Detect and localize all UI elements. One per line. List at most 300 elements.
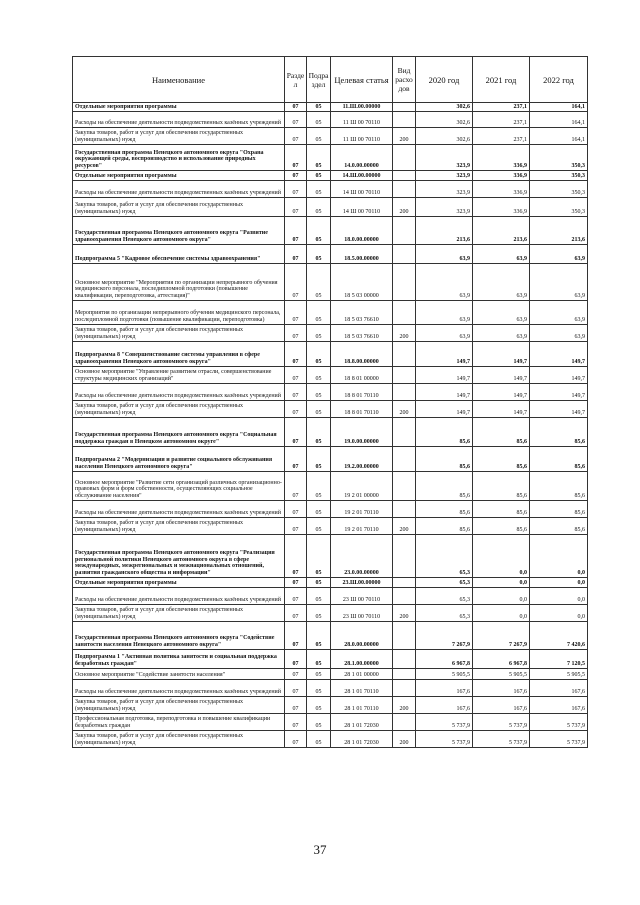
table-row [73, 588, 588, 605]
table-row [73, 128, 588, 145]
row-expense-type [393, 535, 416, 578]
row-target-article: 14.0.00.00000 [331, 145, 393, 171]
row-target-article: 28 1 01 72030 [331, 731, 393, 748]
row-value-2022: 85,6 [530, 501, 588, 518]
row-value-2021: 0,0 [473, 588, 530, 605]
row-value-2020: 85,6 [416, 447, 473, 472]
row-expense-type [393, 650, 416, 669]
row-name: Закупка товаров, работ и услуг для обеспечения государственных (муниципальных) нужд [73, 198, 285, 217]
budget-table [72, 56, 588, 748]
header-section: Разде л [285, 57, 307, 103]
table-row [73, 217, 588, 245]
row-section: 07 [285, 301, 307, 325]
row-value-2022: 149,7 [530, 401, 588, 418]
row-value-2020: 213,6 [416, 217, 473, 245]
row-target-article: 28.0.00.00000 [331, 622, 393, 650]
table-row [73, 447, 588, 472]
row-value-2022: 164,1 [530, 103, 588, 112]
row-value-2020: 85,6 [416, 472, 473, 501]
row-subsection: 05 [307, 181, 331, 198]
row-expense-type: 200 [393, 128, 416, 145]
row-section: 07 [285, 171, 307, 181]
row-name: Основное мероприятие "Развитие сети организаций различных организационно-правовых форм и форм собственности, осуществляющих социальное обслуживание населения" [73, 472, 285, 501]
row-expense-type [393, 103, 416, 112]
row-name: Государственная программа Ненецкого автономного округа "Реализация региональной политики Ненецкого автономного округа в сфере международных, межрегиональных и межнациональных отношений, развития гражданского общества и информации" [73, 535, 285, 578]
row-subsection: 05 [307, 447, 331, 472]
row-expense-type: 200 [393, 697, 416, 714]
table-row [73, 472, 588, 501]
row-value-2020: 63,9 [416, 325, 473, 342]
row-value-2022: 167,6 [530, 680, 588, 697]
row-expense-type [393, 472, 416, 501]
row-value-2022: 85,6 [530, 472, 588, 501]
row-value-2021: 213,6 [473, 217, 530, 245]
row-section: 07 [285, 731, 307, 748]
table-row [73, 697, 588, 714]
row-value-2021: 336,9 [473, 171, 530, 181]
row-target-article: 11.Ш.00.00000 [331, 103, 393, 112]
row-expense-type: 200 [393, 325, 416, 342]
row-section: 07 [285, 145, 307, 171]
table-header [73, 57, 588, 103]
row-target-article: 28.1.00.00000 [331, 650, 393, 669]
row-value-2021: 85,6 [473, 501, 530, 518]
row-value-2022: 350,3 [530, 198, 588, 217]
row-value-2022: 63,9 [530, 245, 588, 264]
table-row [73, 605, 588, 622]
row-value-2021: 85,6 [473, 472, 530, 501]
row-subsection: 05 [307, 264, 331, 301]
row-section: 07 [285, 112, 307, 128]
row-section: 07 [285, 578, 307, 588]
row-name: Основное мероприятие "Управление развитием отрасли, совершенствование структуры медицинских организаций" [73, 367, 285, 384]
row-name: Расходы на обеспечение деятельности подведомственных казённых учреждений [73, 112, 285, 128]
row-expense-type [393, 418, 416, 447]
row-subsection: 05 [307, 501, 331, 518]
row-subsection: 05 [307, 680, 331, 697]
row-value-2020: 167,6 [416, 680, 473, 697]
row-target-article: 14 Ш 00 70110 [331, 198, 393, 217]
row-target-article: 18.5.00.00000 [331, 245, 393, 264]
row-section: 07 [285, 650, 307, 669]
row-section: 07 [285, 181, 307, 198]
row-section: 07 [285, 447, 307, 472]
row-target-article: 19.0.00.00000 [331, 418, 393, 447]
row-value-2020: 323,9 [416, 181, 473, 198]
table-row [73, 384, 588, 401]
row-subsection: 05 [307, 622, 331, 650]
row-value-2020: 323,9 [416, 145, 473, 171]
row-value-2022: 63,9 [530, 325, 588, 342]
row-value-2021: 5 905,5 [473, 669, 530, 680]
header-expense-type: Вид расхо дов [393, 57, 416, 103]
row-expense-type: 200 [393, 605, 416, 622]
row-expense-type [393, 245, 416, 264]
row-expense-type [393, 622, 416, 650]
row-subsection: 05 [307, 714, 331, 731]
row-value-2021: 0,0 [473, 578, 530, 588]
row-value-2021: 149,7 [473, 367, 530, 384]
row-section: 07 [285, 472, 307, 501]
row-section: 07 [285, 588, 307, 605]
row-section: 07 [285, 518, 307, 535]
table-row [73, 198, 588, 217]
row-section: 07 [285, 198, 307, 217]
row-expense-type [393, 588, 416, 605]
row-value-2020: 85,6 [416, 418, 473, 447]
row-subsection: 05 [307, 669, 331, 680]
row-name: Расходы на обеспечение деятельности подведомственных казённых учреждений [73, 384, 285, 401]
header-year-2022: 2022 год [530, 57, 588, 103]
table-row [73, 578, 588, 588]
row-value-2022: 7 420,6 [530, 622, 588, 650]
row-value-2020: 149,7 [416, 342, 473, 367]
row-section: 07 [285, 714, 307, 731]
table-row [73, 731, 588, 748]
row-subsection: 05 [307, 418, 331, 447]
row-section: 07 [285, 697, 307, 714]
row-value-2020: 5 737,9 [416, 731, 473, 748]
row-name: Подпрограмма 1 "Активная политика занятости и социальная поддержка безработных граждан" [73, 650, 285, 669]
row-name: Подпрограмма 5 "Кадровое обеспечение системы здравоохранения" [73, 245, 285, 264]
row-value-2022: 63,9 [530, 264, 588, 301]
row-section: 07 [285, 264, 307, 301]
row-name: Отдельные мероприятия программы [73, 578, 285, 588]
row-expense-type [393, 367, 416, 384]
row-value-2020: 63,9 [416, 264, 473, 301]
row-expense-type [393, 145, 416, 171]
row-target-article: 18 8 01 00000 [331, 367, 393, 384]
row-value-2020: 65,3 [416, 605, 473, 622]
row-value-2020: 65,3 [416, 588, 473, 605]
header-year-2020: 2020 год [416, 57, 473, 103]
row-section: 07 [285, 622, 307, 650]
row-target-article: 28 1 01 72030 [331, 714, 393, 731]
row-target-article: 11 Ш 00 70110 [331, 112, 393, 128]
row-name: Основное мероприятие "Содействие занятости населения" [73, 669, 285, 680]
row-subsection: 05 [307, 367, 331, 384]
header-subsection: Подра здел [307, 57, 331, 103]
row-value-2021: 149,7 [473, 384, 530, 401]
row-value-2022: 149,7 [530, 367, 588, 384]
row-value-2022: 0,0 [530, 605, 588, 622]
row-value-2021: 336,9 [473, 198, 530, 217]
row-value-2020: 149,7 [416, 367, 473, 384]
row-value-2022: 0,0 [530, 535, 588, 578]
row-name: Закупка товаров, работ и услуг для обеспечения государственных (муниципальных) нужд [73, 401, 285, 418]
row-name: Профессиональная подготовка, переподготовка и повышение квалификации безработных граждан [73, 714, 285, 731]
row-value-2021: 85,6 [473, 418, 530, 447]
row-value-2021: 237,1 [473, 112, 530, 128]
row-subsection: 05 [307, 518, 331, 535]
row-value-2021: 149,7 [473, 342, 530, 367]
row-subsection: 05 [307, 697, 331, 714]
row-expense-type [393, 714, 416, 731]
row-value-2020: 63,9 [416, 301, 473, 325]
row-value-2020: 63,9 [416, 245, 473, 264]
row-target-article: 19.2.00.00000 [331, 447, 393, 472]
row-name: Государственная программа Ненецкого автономного округа "Содействие занятости населения Ненецкого автономного округа" [73, 622, 285, 650]
row-name: Расходы на обеспечение деятельности подведомственных казённых учреждений [73, 181, 285, 198]
table-row [73, 650, 588, 669]
table-row [73, 501, 588, 518]
row-name: Расходы на обеспечение деятельности подведомственных казённых учреждений [73, 680, 285, 697]
row-expense-type [393, 384, 416, 401]
row-expense-type [393, 680, 416, 697]
row-target-article: 23.Ш.00.00000 [331, 578, 393, 588]
row-value-2021: 237,1 [473, 103, 530, 112]
row-target-article: 23.0.00.00000 [331, 535, 393, 578]
table-row [73, 245, 588, 264]
row-section: 07 [285, 501, 307, 518]
row-value-2020: 323,9 [416, 171, 473, 181]
row-value-2021: 6 967,8 [473, 650, 530, 669]
row-value-2022: 5 905,5 [530, 669, 588, 680]
row-value-2021: 63,9 [473, 264, 530, 301]
row-value-2020: 5 737,9 [416, 714, 473, 731]
row-value-2020: 302,6 [416, 103, 473, 112]
row-section: 07 [285, 367, 307, 384]
row-value-2021: 5 737,9 [473, 714, 530, 731]
row-subsection: 05 [307, 605, 331, 622]
row-subsection: 05 [307, 535, 331, 578]
row-value-2021: 85,6 [473, 447, 530, 472]
row-section: 07 [285, 680, 307, 697]
row-subsection: 05 [307, 325, 331, 342]
row-value-2022: 85,6 [530, 418, 588, 447]
row-name: Отдельные мероприятия программы [73, 171, 285, 181]
row-subsection: 05 [307, 578, 331, 588]
row-expense-type [393, 171, 416, 181]
row-value-2021: 5 737,9 [473, 731, 530, 748]
row-section: 07 [285, 342, 307, 367]
row-value-2022: 350,3 [530, 181, 588, 198]
table-row [73, 669, 588, 680]
header-name: Наименование [73, 57, 285, 103]
row-name: Закупка товаров, работ и услуг для обеспечения государственных (муниципальных) нужд [73, 325, 285, 342]
row-name: Отдельные мероприятия программы [73, 103, 285, 112]
row-expense-type [393, 264, 416, 301]
row-value-2022: 149,7 [530, 384, 588, 401]
table-row [73, 342, 588, 367]
row-subsection: 05 [307, 112, 331, 128]
row-value-2021: 336,9 [473, 145, 530, 171]
row-name: Закупка товаров, работ и услуг для обеспечения государственных (муниципальных) нужд [73, 697, 285, 714]
row-name: Закупка товаров, работ и услуг для обеспечения государственных (муниципальных) нужд [73, 518, 285, 535]
table-row [73, 181, 588, 198]
row-subsection: 05 [307, 217, 331, 245]
row-target-article: 14 Ш 00 70110 [331, 181, 393, 198]
table-row [73, 112, 588, 128]
row-value-2021: 63,9 [473, 301, 530, 325]
row-target-article: 23 Ш 00 70110 [331, 605, 393, 622]
row-name: Расходы на обеспечение деятельности подведомственных казённых учреждений [73, 501, 285, 518]
row-target-article: 18 5 03 76610 [331, 301, 393, 325]
row-expense-type [393, 301, 416, 325]
row-subsection: 05 [307, 145, 331, 171]
row-expense-type: 200 [393, 731, 416, 748]
row-value-2020: 65,3 [416, 535, 473, 578]
table-row [73, 418, 588, 447]
row-value-2021: 336,9 [473, 181, 530, 198]
row-name: Основное мероприятие "Мероприятия по организации непрерывного обучения медицинского персонала, последипломной подготовки (повышение квалификации, переподготовка, аттестация)" [73, 264, 285, 301]
row-target-article: 18 8 01 70110 [331, 401, 393, 418]
row-target-article: 14.Ш.00.00000 [331, 171, 393, 181]
table-row [73, 518, 588, 535]
table-row [73, 103, 588, 112]
table-body [73, 103, 588, 748]
row-target-article: 18.8.00.00000 [331, 342, 393, 367]
row-value-2022: 85,6 [530, 518, 588, 535]
row-section: 07 [285, 245, 307, 264]
row-value-2020: 149,7 [416, 384, 473, 401]
row-name: Государственная программа Ненецкого автономного округа "Социальная поддержка граждан в Ненецком автономном округе" [73, 418, 285, 447]
row-value-2022: 350,3 [530, 171, 588, 181]
row-value-2020: 7 267,9 [416, 622, 473, 650]
row-subsection: 05 [307, 342, 331, 367]
row-value-2021: 85,6 [473, 518, 530, 535]
row-section: 07 [285, 128, 307, 145]
row-value-2020: 85,6 [416, 518, 473, 535]
row-value-2022: 63,9 [530, 301, 588, 325]
row-subsection: 05 [307, 588, 331, 605]
table-row [73, 680, 588, 697]
row-section: 07 [285, 418, 307, 447]
row-value-2022: 213,6 [530, 217, 588, 245]
row-value-2022: 149,7 [530, 342, 588, 367]
row-name: Государственная программа Ненецкого автономного округа "Развитие здравоохранения Ненецкого автономного округа" [73, 217, 285, 245]
row-target-article: 28 1 01 70110 [331, 697, 393, 714]
row-value-2022: 164,1 [530, 112, 588, 128]
row-value-2021: 63,9 [473, 325, 530, 342]
row-value-2022: 164,1 [530, 128, 588, 145]
table-row [73, 535, 588, 578]
row-expense-type [393, 181, 416, 198]
row-target-article: 18 8 01 70110 [331, 384, 393, 401]
row-value-2022: 5 737,9 [530, 731, 588, 748]
row-value-2020: 302,6 [416, 112, 473, 128]
row-expense-type: 200 [393, 401, 416, 418]
row-target-article: 19 2 01 00000 [331, 472, 393, 501]
table-row [73, 264, 588, 301]
table-row [73, 325, 588, 342]
row-subsection: 05 [307, 171, 331, 181]
row-expense-type [393, 501, 416, 518]
row-value-2021: 149,7 [473, 401, 530, 418]
row-target-article: 28 1 01 70110 [331, 680, 393, 697]
row-target-article: 19 2 01 70110 [331, 518, 393, 535]
row-target-article: 23 Ш 00 70110 [331, 588, 393, 605]
table-row [73, 401, 588, 418]
row-section: 07 [285, 217, 307, 245]
row-expense-type: 200 [393, 518, 416, 535]
row-value-2020: 149,7 [416, 401, 473, 418]
row-target-article: 18 5 03 76610 [331, 325, 393, 342]
row-value-2021: 167,6 [473, 680, 530, 697]
header-year-2021: 2021 год [473, 57, 530, 103]
row-value-2020: 65,3 [416, 578, 473, 588]
row-subsection: 05 [307, 103, 331, 112]
row-subsection: 05 [307, 301, 331, 325]
row-expense-type [393, 342, 416, 367]
row-subsection: 05 [307, 650, 331, 669]
row-target-article: 11 Ш 00 70110 [331, 128, 393, 145]
table-row [73, 301, 588, 325]
row-value-2022: 7 120,5 [530, 650, 588, 669]
row-value-2022: 167,6 [530, 697, 588, 714]
row-name: Закупка товаров, работ и услуг для обеспечения государственных (муниципальных) нужд [73, 128, 285, 145]
row-value-2021: 63,9 [473, 245, 530, 264]
row-section: 07 [285, 535, 307, 578]
row-value-2022: 0,0 [530, 578, 588, 588]
row-expense-type [393, 669, 416, 680]
row-name: Закупка товаров, работ и услуг для обеспечения государственных (муниципальных) нужд [73, 605, 285, 622]
row-section: 07 [285, 401, 307, 418]
row-name: Мероприятия по организации непрерывного обучения медицинского персонала, последипломной подготовки (повышение квалификации, переподготовка) [73, 301, 285, 325]
row-subsection: 05 [307, 198, 331, 217]
row-value-2020: 6 967,8 [416, 650, 473, 669]
header-target-article: Целевая статья [331, 57, 393, 103]
row-subsection: 05 [307, 401, 331, 418]
row-expense-type [393, 217, 416, 245]
row-subsection: 05 [307, 472, 331, 501]
table-row [73, 622, 588, 650]
row-value-2020: 323,9 [416, 198, 473, 217]
row-value-2022: 350,3 [530, 145, 588, 171]
row-name: Государственная программа Ненецкого автономного округа "Охрана окружающей среды, воспроизводство и использование природных ресурсов" [73, 145, 285, 171]
row-target-article: 18.0.00.00000 [331, 217, 393, 245]
row-subsection: 05 [307, 245, 331, 264]
row-section: 07 [285, 103, 307, 112]
row-value-2022: 85,6 [530, 447, 588, 472]
row-value-2021: 0,0 [473, 605, 530, 622]
row-expense-type [393, 447, 416, 472]
budget-table-container [72, 56, 587, 748]
table-row [73, 171, 588, 181]
table-row [73, 714, 588, 731]
row-subsection: 05 [307, 128, 331, 145]
row-subsection: 05 [307, 731, 331, 748]
row-subsection: 05 [307, 384, 331, 401]
row-target-article: 28 1 01 00000 [331, 669, 393, 680]
row-name: Подпрограмма 2 "Модернизация и развитие социального обслуживания населения Ненецкого автономного округа" [73, 447, 285, 472]
row-expense-type [393, 578, 416, 588]
row-name: Закупка товаров, работ и услуг для обеспечения государственных (муниципальных) нужд [73, 731, 285, 748]
row-value-2021: 7 267,9 [473, 622, 530, 650]
page-number: 37 [313, 842, 327, 857]
row-value-2021: 237,1 [473, 128, 530, 145]
row-section: 07 [285, 325, 307, 342]
row-expense-type: 200 [393, 198, 416, 217]
row-target-article: 19 2 01 70110 [331, 501, 393, 518]
row-section: 07 [285, 384, 307, 401]
row-section: 07 [285, 605, 307, 622]
table-row [73, 367, 588, 384]
row-target-article: 18 5 03 00000 [331, 264, 393, 301]
row-value-2021: 167,6 [473, 697, 530, 714]
row-section: 07 [285, 669, 307, 680]
row-value-2020: 85,6 [416, 501, 473, 518]
row-name: Подпрограмма 8 "Совершенствование системы управления в сфере здравоохранения Ненецкого автономного округа" [73, 342, 285, 367]
table-row [73, 145, 588, 171]
row-value-2022: 0,0 [530, 588, 588, 605]
row-value-2021: 0,0 [473, 535, 530, 578]
row-value-2020: 167,6 [416, 697, 473, 714]
row-value-2020: 302,6 [416, 128, 473, 145]
row-value-2022: 5 737,9 [530, 714, 588, 731]
row-value-2020: 5 905,5 [416, 669, 473, 680]
row-name: Расходы на обеспечение деятельности подведомственных казённых учреждений [73, 588, 285, 605]
